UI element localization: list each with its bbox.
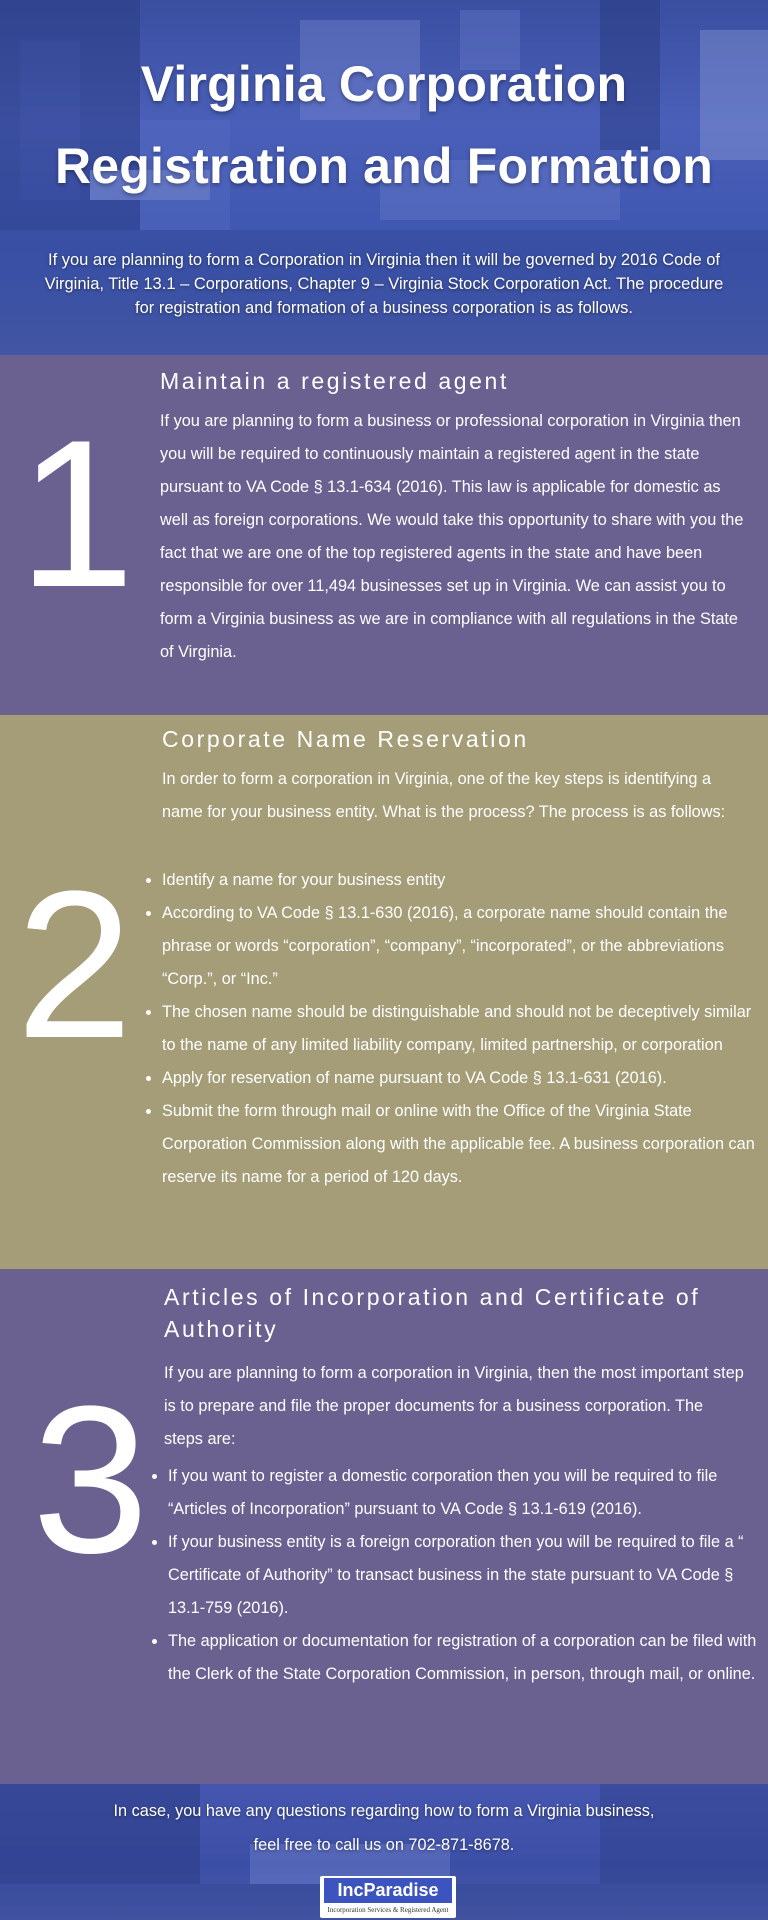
list-item: • Identify a name for your business entity xyxy=(162,864,758,897)
section-text: In order to form a corporation in Virginia, one of the key steps is identifying a name for your business entity. What is the process? The process is as follows: xyxy=(162,770,726,821)
logo-name: IncParadise xyxy=(324,1878,452,1903)
step-number: 2 xyxy=(16,847,133,1082)
step-number: 3 xyxy=(32,1362,149,1597)
list-item: • Apply for reservation of name pursuant to VA Code § 13.1-631 (2016). xyxy=(162,1062,758,1095)
contact-text-line-1: In case, you have any questions regarding how to form a Virginia business, xyxy=(113,1802,655,1820)
bullet-list xyxy=(146,1460,764,1691)
list-item: • If your business entity is a foreign corporation then you will be required to file a “ Certificate of Authority” to transact business in the state pursuant to VA Code § 13.1-759 (2016). xyxy=(168,1526,764,1625)
bullet-list xyxy=(140,864,758,1194)
section-text: If you are planning to form a business or professional corporation in Virginia then you will be required to continuously maintain a registered agent in the state pursuant to VA Code § 13.1-634 (2016). This law is applicable for domestic as well as foreign corporations. We would take this opportunity to share with you the fact that we are one of the top registered agents in the state and have been responsible for over 11,494 businesses set up in Virginia. We can assist you to form a Virginia business as we are in compliance with all regulations in the State of Virginia. xyxy=(160,412,744,661)
section-heading: Maintain a registered agent xyxy=(160,368,509,394)
section-articles-of-incorporation xyxy=(0,1269,768,1784)
intro-paragraph: If you are planning to form a Corporation in Virginia then it will be governed by 2016 Code of Virginia, Title 13.1 – Corporations, Chapter 9 – Virginia Stock Corporation Act. The procedure for registration and formation of a business corporation is as follows. xyxy=(44,251,724,317)
list-item: • According to VA Code § 13.1-630 (2016), a corporate name should contain the phrase or words “corporation”, “company”, “incorporated”, or the abbreviations “Corp.”, or “Inc.” xyxy=(162,897,758,996)
step-number: 1 xyxy=(18,396,135,631)
incparadise-logo[interactable] xyxy=(320,1876,456,1918)
section-name-reservation xyxy=(0,715,768,1269)
section-heading: Corporate Name Reservation xyxy=(162,726,529,752)
page-title-line-1: Virginia Corporation xyxy=(140,56,628,112)
section-heading: Articles of Incorporation and Certificate of Authority xyxy=(164,1284,701,1342)
list-item: • Submit the form through mail or online with the Office of the Virginia State Corporation Commission along with the applicable fee. A business corporation can reserve its name for a period of 120 days. xyxy=(162,1095,758,1194)
section-registered-agent xyxy=(0,355,768,715)
list-item: • The chosen name should be distinguishable and should not be deceptively similar to the name of any limited liability company, limited partnership, or corporation xyxy=(162,996,758,1062)
section-text: If you are planning to form a corporation in Virginia, then the most important step is to prepare and file the proper documents for a business corporation. The steps are: xyxy=(164,1364,744,1448)
contact-text-line-2: feel free to call us on 702-871-8678. xyxy=(253,1836,515,1854)
page-title-line-2: Registration and Formation xyxy=(54,138,713,194)
header-banner xyxy=(0,0,768,355)
logo-tagline: Incorporation Services & Registered Agent xyxy=(327,1906,449,1914)
list-item: • The application or documentation for registration of a corporation can be filed with the Clerk of the State Corporation Commission, in person, through mail, or online. xyxy=(168,1625,764,1691)
list-item: • If you want to register a domestic corporation then you will be required to file “Articles of Incorporation” pursuant to VA Code § 13.1-619 (2016). xyxy=(168,1460,764,1526)
footer-banner xyxy=(0,1784,768,1920)
